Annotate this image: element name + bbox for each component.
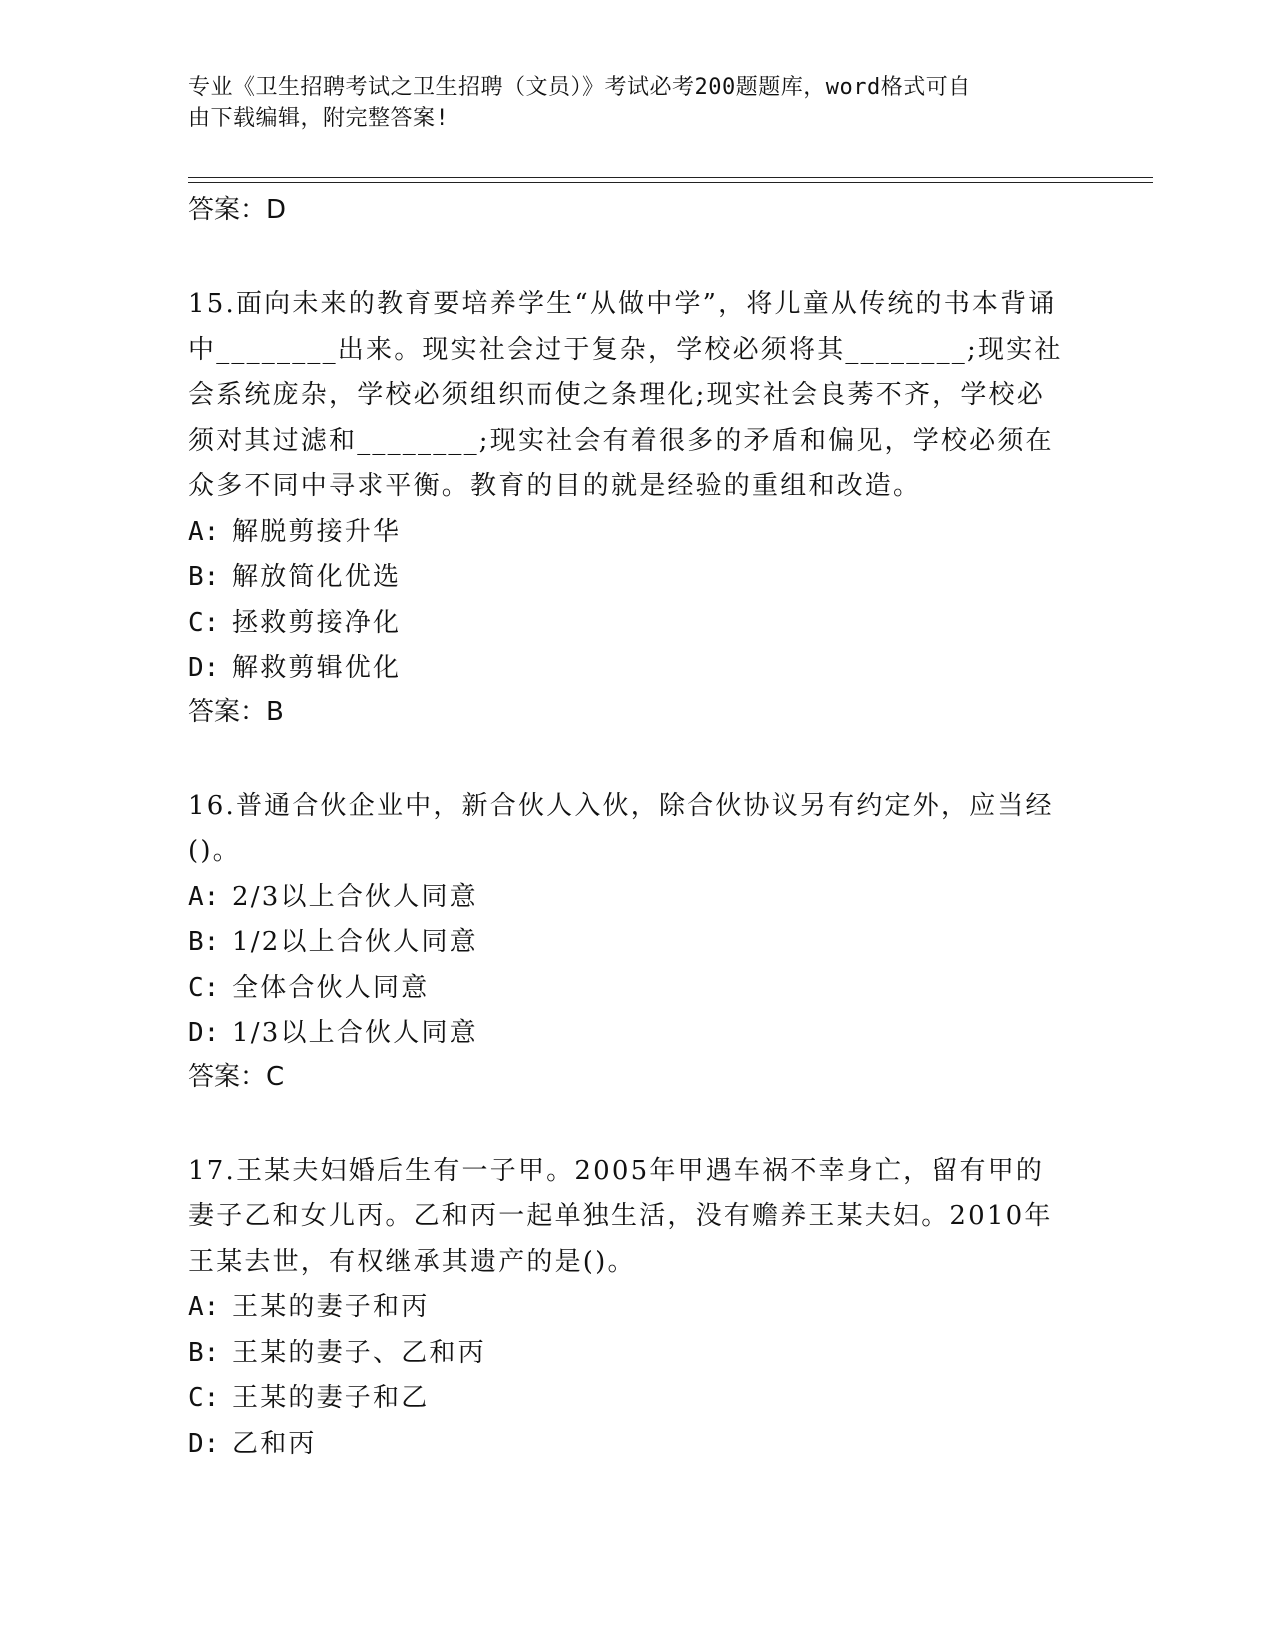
option-text: 全体合伙人同意 bbox=[232, 972, 430, 1003]
question-16-text: 16.普通合伙企业中，新合伙人入伙，除合伙协议另有约定外，应当经()。 bbox=[188, 790, 1054, 866]
option-text: 拯救剪接净化 bbox=[232, 607, 402, 638]
question-17-option-a bbox=[188, 1285, 1088, 1331]
question-16-answer: 答案：C bbox=[188, 1061, 285, 1092]
option-text: 王某的妻子和乙 bbox=[232, 1383, 430, 1413]
question-16 bbox=[188, 784, 1088, 1097]
header-rule-bottom bbox=[188, 182, 1153, 183]
option-text: 1/2以上合伙人同意 bbox=[232, 927, 478, 957]
option-letter: B: bbox=[188, 562, 220, 592]
question-15 bbox=[188, 282, 1088, 732]
option-letter: A: bbox=[188, 516, 220, 547]
header-line-2: 由下载编辑，附完整答案! bbox=[188, 106, 450, 131]
question-16-option-c bbox=[188, 966, 1088, 1012]
option-text: 1/3以上合伙人同意 bbox=[232, 1018, 478, 1048]
question-17-option-c bbox=[188, 1376, 1088, 1422]
question-15-text: 15.面向未来的教育要培养学生“从做中学”，将儿童从传统的书本背诵中________出来。现实社会过于复杂，学校必须将其________;现实社会系统庞杂，学校必须组织而使之条理化;现实社会良莠不齐，学校必须对其过滤和________;现实社会有着很多的矛盾和偏见，学校必须在众多不同中寻求平衡。教育的目的就是经验的重组和改造。 bbox=[188, 289, 1063, 501]
previous-answer: 答案：D bbox=[188, 195, 287, 225]
option-text: 乙和丙 bbox=[232, 1428, 317, 1459]
question-15-option-b bbox=[188, 555, 1088, 601]
option-text: 解放简化优选 bbox=[232, 562, 402, 592]
question-15-answer: 答案：B bbox=[188, 696, 284, 727]
option-text: 解脱剪接升华 bbox=[232, 516, 402, 547]
question-15-option-a bbox=[188, 510, 1088, 556]
question-17-option-b bbox=[188, 1331, 1088, 1377]
option-letter: D: bbox=[188, 1018, 220, 1048]
question-17-text: 17.王某夫妇婚后生有一子甲。2005年甲遇车祸不幸身亡，留有甲的妻子乙和女儿丙。乙和丙一起单独生活，没有赡养王某夫妇。2010年王某去世，有权继承其遗产的是()。 bbox=[188, 1155, 1053, 1277]
header-line-1: 专业《卫生招聘考试之卫生招聘（文员）》考试必考200题题库，word格式可自 bbox=[188, 75, 971, 100]
option-letter: D: bbox=[188, 1428, 220, 1459]
page-header bbox=[188, 72, 1068, 134]
option-letter: A: bbox=[188, 881, 220, 912]
option-letter: D: bbox=[188, 653, 220, 683]
header-rule-top bbox=[188, 177, 1153, 178]
question-16-option-b bbox=[188, 920, 1088, 966]
question-16-option-d bbox=[188, 1011, 1088, 1057]
question-15-option-d bbox=[188, 646, 1088, 692]
option-letter: C: bbox=[188, 1383, 220, 1413]
option-text: 2/3以上合伙人同意 bbox=[232, 881, 478, 912]
option-letter: B: bbox=[188, 1337, 220, 1368]
option-text: 王某的妻子和丙 bbox=[232, 1292, 430, 1322]
option-letter: A: bbox=[188, 1292, 220, 1322]
option-text: 王某的妻子、乙和丙 bbox=[232, 1337, 486, 1368]
option-letter: B: bbox=[188, 927, 220, 957]
option-letter: C: bbox=[188, 607, 220, 638]
question-content bbox=[188, 190, 1088, 1467]
option-letter: C: bbox=[188, 972, 220, 1003]
question-17-option-d bbox=[188, 1422, 1088, 1468]
question-17 bbox=[188, 1149, 1088, 1468]
question-16-option-a bbox=[188, 875, 1088, 921]
option-text: 解救剪辑优化 bbox=[232, 653, 402, 683]
question-15-option-c bbox=[188, 601, 1088, 647]
